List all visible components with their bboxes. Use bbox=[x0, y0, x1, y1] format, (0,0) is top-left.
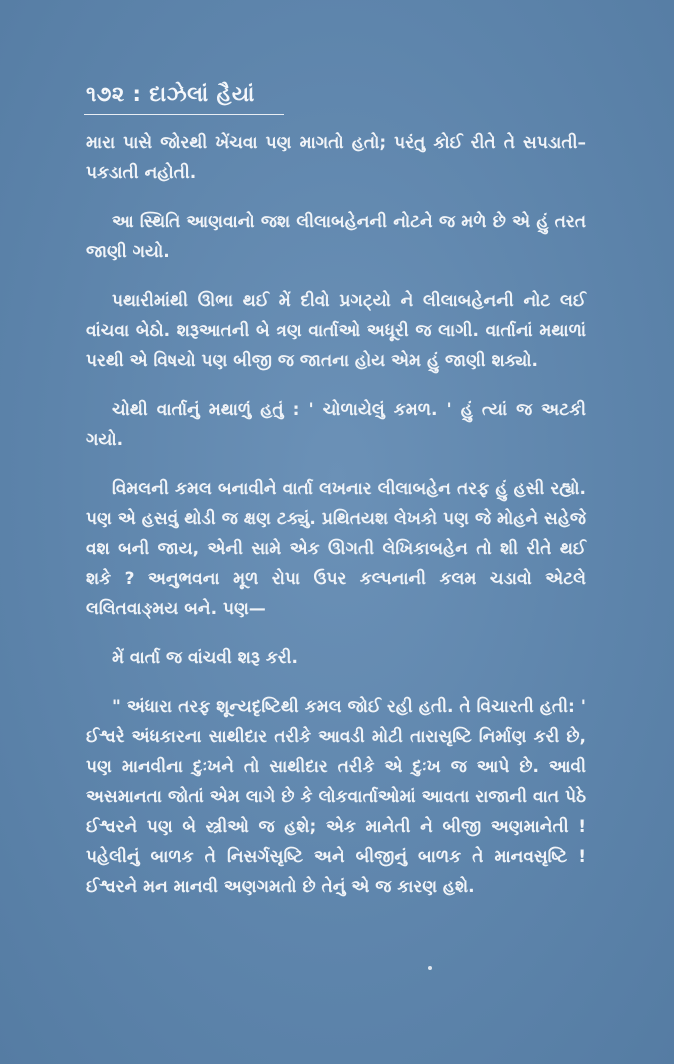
paragraph-5: વિમલની કમલ બનાવીને વાર્તા લખનાર લીલાબહેન તરફ હું હસી રહ્યો. પણ એ હસવું થોડી જ ક્ષણ ટક્યું. પ્રથિતયશ લેખકો પણ જે મોહને સહેજે વશ બની જાય, એની સામે એક ઊગતી લેખિકાબહેન તો શી રીતે થઈ શકે ? અનુભવના મૂળ રોપા ઉપર કલ્પનાની કલમ ચડાવો એટલે લલિતવાઙ્મય બને. પણ— bbox=[86, 479, 586, 619]
paragraph-7: " અંધારા તરફ શૂન્યદૃષ્ટિથી કમલ જોઈ રહી હતી. તે વિચારતી હતી: ' ઈશ્વરે અંધકારના સાથીદાર તરીકે આવડી મોટી તારાસૃષ્ટિ નિર્માણ કરી છે, પણ માનવીના દુઃખને તો સાથીદાર તરીકે એ દુઃખ જ આપે છે. આવી અસમાનતા જોતાં એમ લાગે છે કે લોકવાર્તાઓમાં આવતા રાજાની વાત પેઠે ઈશ્વરને પણ બે સ્ત્રીઓ જ હશે; એક માનેતી ને બીજી અણમાનેતી ! પહેલીનું બાળક તે નિસર્ગસૃષ્ટિ અને બીજીનું બાળક તે માનવસૃષ્ટિ ! ઈશ્વરને મન માનવી અણગમતો છે તેનું એ જ કારણ હશે. bbox=[86, 697, 586, 897]
paragraph-4: ચોથી વાર્તાનું મથાળું હતું : ' ચોળાયેલું કમળ. ' હું ત્યાં જ અટકી ગયો. bbox=[86, 400, 586, 450]
paragraph-2: આ સ્થિતિ આણવાનો જશ લીલાબહેનની નોટને જ મળે છે એ હું તરત જાણી ગયો. bbox=[86, 212, 586, 262]
paragraph-1: મારા પાસે જોરથી ખેંચવા પણ માગતો હતો; પરંતુ કોઈ રીતે તે સપડાતી–પકડાતી નહોતી. bbox=[86, 133, 586, 183]
page-speck bbox=[428, 966, 432, 970]
body-text bbox=[86, 128, 586, 921]
running-head: ૧૭૨ : દાઝેલાં હૈયાં bbox=[86, 82, 255, 106]
paragraph-3: પથારીમાંથી ઊભા થઈ મેં દીવો પ્રગટ્યો ને લીલાબહેનની નોટ લઈ વાંચવા બેઠો. શરૂઆતની બે ત્રણ વાર્તાઓ અધૂરી જ લાગી. વાર્તાનાં મથાળાં પરથી એ વિષયો પણ બીજી જ જાતના હોય એમ હું જાણી શક્યો. bbox=[86, 291, 586, 371]
header-rule bbox=[84, 114, 284, 115]
paragraph-6: મેં વાર્તા જ વાંચવી શરૂ કરી. bbox=[112, 648, 298, 668]
